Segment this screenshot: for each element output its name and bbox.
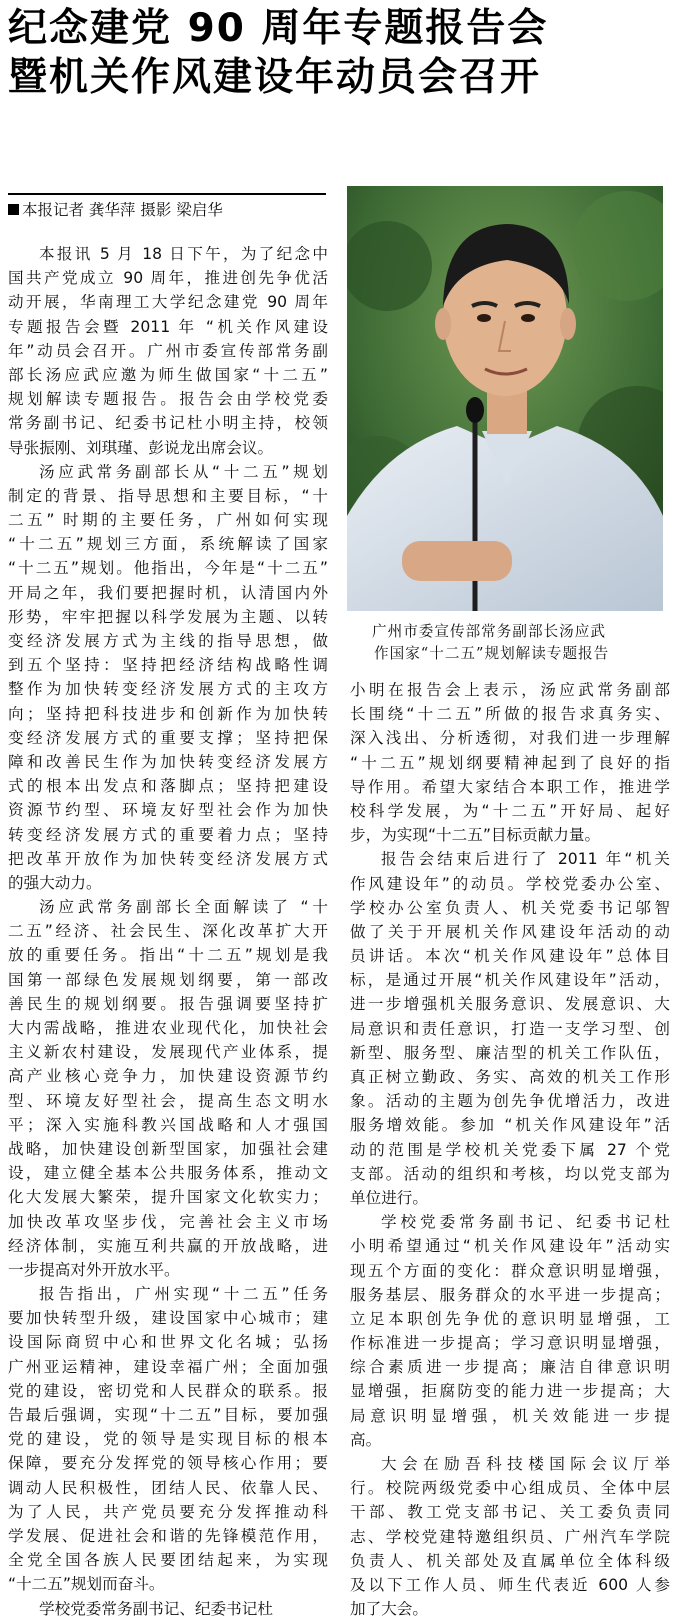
text-line: 规划解读专题报告。报告会由学校党委 <box>8 390 328 409</box>
text-line: 真正树立勤政、务实、高效的机关工作形 <box>350 1068 670 1086</box>
text-line: 大会在励吾科技楼国际会议厅举 <box>381 1455 670 1473</box>
text-line: 高产业核心竞争力，加快建设资源节约 <box>8 1067 328 1086</box>
text-line: 立足本职创先争优的意识明显增强，工 <box>350 1309 670 1328</box>
text-line: 制定的背景、指导思想和主要目标，“十 <box>8 486 328 505</box>
text-line: 保障，要充分发挥党的领导核心作用；要 <box>8 1454 328 1473</box>
article-headline <box>8 4 678 102</box>
text-line: 支部。活动的组织和考核，均以党支部为 <box>350 1164 670 1183</box>
text-line: 大内需战略，推进农业现代化，加快社会 <box>8 1019 328 1037</box>
text-line: 加了大会。 <box>350 1600 428 1619</box>
text-line: 服务增效能。参加 “机关作风建设年”活 <box>350 1116 670 1135</box>
text-line: 导作用。希望大家结合本职工作，推进学 <box>350 777 670 796</box>
text-line: 新型、服务型、廉洁型的机关工作队伍， <box>350 1043 670 1062</box>
text-line: 进一步增强机关服务意识、发展意识、大 <box>350 995 670 1014</box>
text-line: 党的建设，党的领导是实现目标的根本 <box>8 1430 328 1449</box>
text-line: 校科学发展，为“十二五”开好局、起好 <box>350 801 670 820</box>
text-line: 设，建立健全基本公共服务体系，推动文 <box>8 1164 328 1183</box>
article-column-right <box>350 678 670 1621</box>
text-line: 小明在报告会上表示，汤应武常务副部 <box>350 681 670 699</box>
text-line: 深入浅出、分析透彻，对我们进一步理解 <box>350 729 670 748</box>
text-line: 为了人民，共产党员要充分发挥推动科 <box>8 1502 328 1521</box>
text-line: 显增强，拒腐防变的能力进一步提高；大 <box>350 1382 670 1401</box>
text-line: 员讲话。本次“机关作风建设年”总体目 <box>350 947 670 966</box>
text-line: 二五” 时期的主要任务，广州如何实现 <box>8 511 328 530</box>
text-line: 的强大动力。 <box>8 873 102 892</box>
text-line: 资源节约型、环境友好型社会作为加快 <box>8 801 328 820</box>
text-line: 经济体制，实施互利共赢的开放战略，进 <box>8 1236 328 1255</box>
text-line: 广州亚运精神，建设幸福广州；全面加强 <box>8 1357 328 1376</box>
text-line: “十二五”规划三方面，系统解读了国家 <box>8 535 328 554</box>
text-line: 报告会结束后进行了 2011 年“机关 <box>381 850 670 869</box>
text-line: 现五个方面的变化：群众意识明显增强， <box>350 1261 670 1280</box>
text-line: 学校党委常务副书记、纪委书记杜 <box>39 1599 273 1618</box>
text-line: 服务基层、服务群众的水平进一步提高； <box>350 1285 670 1304</box>
text-line: 主义新农村建设，发展现代产业体系，提 <box>8 1043 328 1062</box>
text-line: 长围绕“十二五”所做的报告求真务实、 <box>350 705 670 724</box>
text-line: 局意识和责任意识，打造一支学习型、创 <box>350 1019 670 1038</box>
text-line: 把改革开放作为加快转变经济发展方式 <box>8 849 328 868</box>
text-line: “十二五”规划而奋斗。 <box>8 1575 165 1594</box>
text-line: 小明希望通过“机关作风建设年”活动实 <box>350 1237 670 1256</box>
text-line: 导张振刚、刘琪瑾、彭说龙出席会议。 <box>8 438 274 457</box>
text-line: 学发展、促进社会和谐的先锋模范作用， <box>8 1526 328 1545</box>
text-line: 一步提高对外开放水平。 <box>8 1260 180 1279</box>
text-line: 部长汤应武应邀为师生做国家“十二五” <box>8 365 328 384</box>
text-line: 标，是通过开展“机关作风建设年”活动， <box>350 971 670 990</box>
byline <box>8 193 326 221</box>
text-line: 局意识明显增强，机关效能进一步提 <box>350 1406 670 1425</box>
text-line: 式的根本出发点和落脚点；坚持把建设 <box>8 777 328 796</box>
text-line: 党的建设，密切党和人民群众的联系。报 <box>8 1381 328 1400</box>
text-line: 设国际商贸中心和世界文化名城；弘扬 <box>8 1333 328 1352</box>
text-line: 报告指出，广州实现“十二五”任务 <box>39 1285 328 1304</box>
text-line: 形势，牢牢把握以科学发展为主题、以转 <box>8 607 328 626</box>
text-line: 向；坚持把科技进步和创新作为加快转 <box>8 704 328 723</box>
text-line: 负责人、机关部处及直属单位全体科级 <box>350 1551 670 1570</box>
text-line: 加快改革攻坚步伐，完善社会主义市场 <box>8 1212 328 1231</box>
text-line: “十二五”规划纲要精神起到了良好的指 <box>350 753 670 772</box>
headline-line-1: 纪念建党 90 周年专题报告会 <box>8 6 549 51</box>
news-photo <box>347 186 663 611</box>
text-line: 干部、教工党支部书记、关工委负责同 <box>350 1503 670 1522</box>
text-line: 变经济发展方式为主线的指导思想，做 <box>8 632 328 650</box>
text-line: 专题报告会暨 2011 年 “机关作风建设 <box>8 317 328 336</box>
text-line: “十二五”规划。他指出，今年是“十二五” <box>8 559 328 578</box>
text-line: 到五个坚持：坚持把经济结构战略性调 <box>8 656 328 675</box>
text-line: 放的重要任务。指出“十二五”规划是我 <box>8 946 328 965</box>
text-line: 学校党委常务副书记、纪委书记杜 <box>381 1213 670 1232</box>
text-line: 要加快转型升级，建设国家中心城市；建 <box>8 1309 328 1328</box>
text-line: 平；深入实施科教兴国战略和人才强国 <box>8 1115 328 1134</box>
text-line: 动开展，华南理工大学纪念建党 90 周年 <box>8 293 328 312</box>
text-line: 化大发展大繁荣，提升国家文化软实力； <box>8 1188 328 1207</box>
text-line: 善民生的规划纲要。报告强调要坚持扩 <box>8 994 328 1013</box>
text-line: 单位进行。 <box>350 1188 428 1207</box>
speaker-photo-illustration <box>347 186 663 611</box>
text-line: 本报讯 5 月 18 日下午，为了纪念中 <box>39 245 328 263</box>
caption-line-1: 广州市委宣传部常务副部长汤应武 <box>372 623 606 640</box>
text-line: 二五”经济、社会民生、深化改革扩大开 <box>8 922 328 941</box>
text-line: 国共产党成立 90 周年，推进创先争优活 <box>8 269 328 288</box>
text-line: 象。活动的主题为创先争优增活力，改进 <box>350 1092 670 1111</box>
text-line: 整作为加快转变经济发展方式的主攻方 <box>8 680 328 699</box>
text-line: 年”动员会召开。广州市委宣传部常务副 <box>8 341 328 360</box>
text-line: 变经济发展方式的重要支撑；坚持把保 <box>8 728 328 747</box>
text-line: 步，为实现“十二五”目标贡献力量。 <box>350 826 601 845</box>
text-line: 高。 <box>350 1430 382 1449</box>
text-line: 告最后强调，实现“十二五”目标，要加强 <box>8 1406 328 1424</box>
text-line: 障和改善民生作为加快转变经济发展方 <box>8 752 328 771</box>
text-line: 开局之年，我们要把握时机，认清国内外 <box>8 583 328 602</box>
byline-text: 本报记者 龚华萍 摄影 梁启华 <box>22 201 223 219</box>
text-line: 转变经济发展方式的重要着力点；坚持 <box>8 825 328 844</box>
caption-line-2: 作国家“十二五”规划解读专题报告 <box>374 645 610 662</box>
square-bullet-icon <box>8 204 19 215</box>
text-line: 全党全国各族人民要团结起来，为实现 <box>8 1551 328 1570</box>
photo-caption <box>372 621 672 665</box>
text-line: 学校办公室负责人、机关党委书记邬智 <box>350 898 670 917</box>
text-line: 行。校院两级党委中心组成员、全体中层 <box>350 1479 670 1498</box>
text-line: 汤应武常务副部长从“十二五”规划 <box>39 462 328 481</box>
text-line: 型、环境友好型社会，提高生态文明水 <box>8 1091 328 1110</box>
text-line: 作标准进一步提高；学习意识明显增强， <box>350 1334 670 1353</box>
text-line: 综合素质进一步提高；廉洁自律意识明 <box>350 1358 670 1377</box>
article-column-left <box>8 242 328 1621</box>
text-line: 作风建设年”的动员。学校党委办公室、 <box>350 874 670 893</box>
text-line: 汤应武常务副部长全面解读了 “十 <box>39 898 328 917</box>
text-line: 做了关于开展机关作风建设年活动的动 <box>350 922 670 941</box>
text-line: 常务副书记、纪委书记杜小明主持，校领 <box>8 414 328 433</box>
text-line: 战略，加快建设创新型国家，加强社会建 <box>8 1139 328 1158</box>
text-line: 国第一部绿色发展规划纲要，第一部改 <box>8 970 328 989</box>
text-line: 及以下工作人员、师生代表近 600 人参 <box>350 1575 670 1594</box>
headline-line-2: 暨机关作风建设年动员会召开 <box>8 55 542 100</box>
text-line: 动的范围是学校机关党委下属 27 个党 <box>350 1140 670 1159</box>
text-line: 志、学校党建特邀组织员、广州汽车学院 <box>350 1527 670 1546</box>
text-line: 调动人民积极性，团结人民、依靠人民、 <box>8 1478 328 1497</box>
